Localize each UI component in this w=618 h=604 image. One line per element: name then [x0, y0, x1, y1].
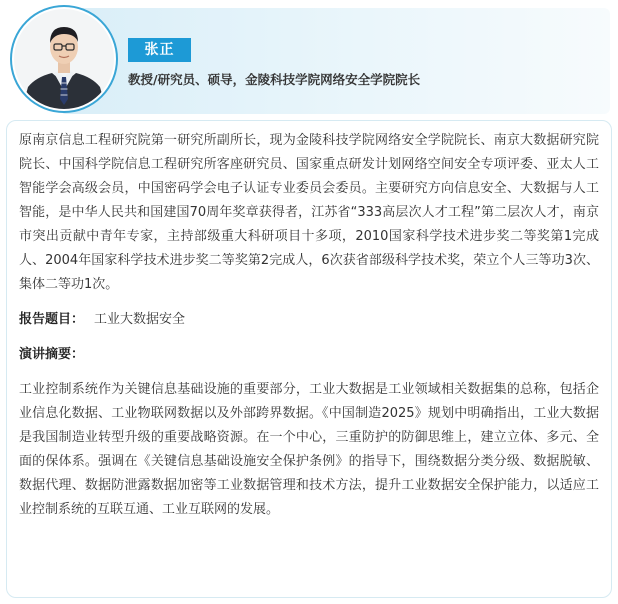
- speaker-bio: 原南京信息工程研究院第一研究所副所长，现为金陵科技学院网络安全学院院长、南京大数据研究院院长、中国科学院信息工程研究所客座研究员、国家重点研发计划网络空间安全专项评委、亚太人工智能学会高级会员，中国密码学会电子认证专业委员会委员。主要研究方向信息安全、大数据与人工智能，是中华人民共和国建国70周年奖章获得者，江苏省“333高层次人才工程”第二层次人才，南京市突出贡献中青年专家，主持部级重大科研项目十多项，2010国家科学技术进步奖二等奖第1完成人、2004年国家科学技术进步奖二等奖第2完成人，6次获省部级科学技术奖，荣立个人三等功3次、集体二等功1次。: [19, 133, 599, 292]
- speaker-title: 教授/研究员、硕导，金陵科技学院网络安全学院院长: [128, 72, 421, 87]
- speaker-header: [0, 0, 618, 120]
- abstract-text: 工业控制系统作为关键信息基础设施的重要部分，工业大数据是工业领域相关数据集的总称，包括企业信息化数据、工业物联网数据以及外部跨界数据。《中国制造2025》规划中明确指出，工业大数据是我国制造业转型升级的重要战略资源。在一个中心，三重防护的防御思维上，建立立体、多元、全面的保体系。强调在《关键信息基础设施安全保护条例》的指导下，围绕数据分类分级、数据脱敏、数据代理、数据防泄露数据加密等工业数据管理和技术方法，提升工业数据安全保护能力，以适应工业控制系统的互联互通、工业互联网的发展。: [19, 382, 599, 517]
- abstract-heading: 演讲摘要：: [19, 347, 85, 362]
- report-topic-value: 工业大数据安全: [94, 312, 186, 327]
- speaker-info-card: [6, 120, 612, 598]
- speaker-name: 张正: [128, 38, 191, 62]
- report-topic-label: 报告题目：: [19, 312, 85, 327]
- report-topic: [19, 308, 599, 332]
- card-content: [19, 129, 599, 522]
- speaker-avatar: [10, 5, 118, 113]
- person-portrait-icon: [14, 9, 114, 109]
